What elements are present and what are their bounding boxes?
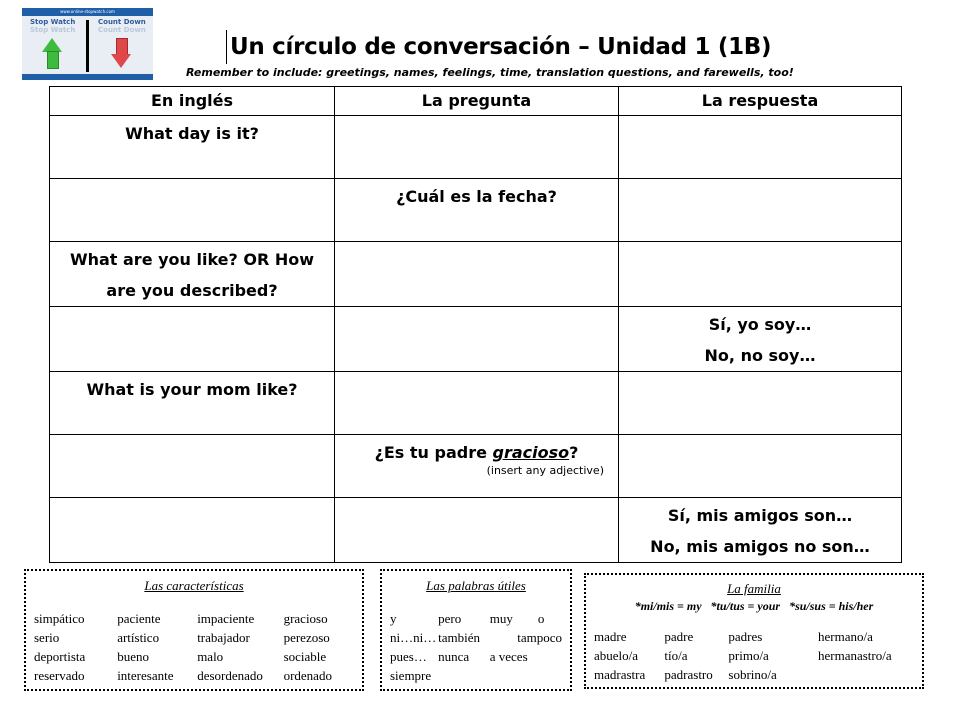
cell-respuesta[interactable]: Sí, yo soy… No, no soy… <box>619 307 902 372</box>
vocab-grid-palabras <box>390 609 562 685</box>
cell-pregunta[interactable]: ¿Es tu padre gracioso? (insert any adjective) <box>335 435 619 498</box>
vocab-row: serio artístico trabajador perezoso <box>34 629 330 645</box>
cell-respuesta[interactable] <box>619 116 902 179</box>
vocab-box-caracteristicas <box>24 569 364 691</box>
table-row <box>50 498 902 563</box>
vocab-row: pues… nunca a veces <box>390 648 528 664</box>
header-la-respuesta: La respuesta <box>619 87 902 116</box>
up-arrow-icon <box>42 38 62 52</box>
table-row <box>50 307 902 372</box>
cell-en[interactable]: What day is it? <box>50 116 335 179</box>
adjective-gracioso: gracioso <box>492 443 570 462</box>
table-row <box>50 242 902 307</box>
cell-en[interactable] <box>50 307 335 372</box>
conversation-table <box>49 86 902 563</box>
cell-pregunta[interactable] <box>335 372 619 435</box>
header-en-ingles: En inglés <box>50 87 335 116</box>
cell-en[interactable] <box>50 179 335 242</box>
stopwatch-logo: www.online-stopwatch.com Stop Watch Stop Watch Count Down Count Down <box>22 8 153 80</box>
logo-stopwatch-label: Stop Watch <box>30 18 76 26</box>
vocab-row: madrastra padrastro sobrino/a <box>594 666 777 682</box>
vocab-box-palabras <box>380 569 572 691</box>
cell-en[interactable] <box>50 435 335 498</box>
cell-en[interactable]: What is your mom like? <box>50 372 335 435</box>
vocab-title-palabras: Las palabras útiles <box>426 578 526 593</box>
table-row <box>50 372 902 435</box>
vocab-row: y pero muy o <box>390 610 545 626</box>
adjective-note: (insert any adjective) <box>486 464 604 477</box>
cell-en[interactable]: What are you like? OR How are you described? <box>50 242 335 307</box>
table-row <box>50 179 902 242</box>
cell-respuesta[interactable]: Sí, mis amigos son… No, mis amigos no son… <box>619 498 902 563</box>
vocab-row: abuelo/a tío/a primo/a hermanastro/a <box>594 647 892 663</box>
cell-respuesta[interactable] <box>619 242 902 307</box>
logo-countdown-label: Count Down <box>98 18 146 26</box>
page-title: Un círculo de conversación – Unidad 1 (1B) <box>226 30 771 64</box>
vocab-row: madre padre padres hermano/a <box>594 628 873 644</box>
cell-pregunta[interactable] <box>335 307 619 372</box>
vocab-row: siempre <box>390 667 432 683</box>
cell-pregunta[interactable]: ¿Cuál es la fecha? <box>335 179 619 242</box>
table-row <box>50 435 902 498</box>
cell-respuesta[interactable] <box>619 372 902 435</box>
cell-en[interactable] <box>50 498 335 563</box>
vocab-title-caracteristicas: Las características <box>144 578 244 593</box>
possessives-note: *mi/mis = my *tu/tus = your *su/sus = his/her <box>634 599 874 613</box>
down-arrow-icon <box>111 54 131 68</box>
header-la-pregunta: La pregunta <box>335 87 619 116</box>
vocab-grid-familia <box>594 627 914 684</box>
vocab-row: ni…ni… también tampoco <box>390 629 562 645</box>
vocab-title-familia: La familia <box>727 581 781 596</box>
vocab-box-familia <box>584 573 924 689</box>
logo-url: www.online-stopwatch.com <box>22 8 153 16</box>
table-header-row <box>50 87 902 116</box>
cell-pregunta[interactable] <box>335 116 619 179</box>
vocab-row: simpático paciente impaciente gracioso <box>34 610 328 626</box>
cell-pregunta[interactable] <box>335 242 619 307</box>
vocab-grid-caracteristicas <box>34 609 354 685</box>
page-subtitle: Remember to include: greetings, names, feelings, time, translation questions, and farewells, too! <box>186 66 794 79</box>
cell-respuesta[interactable] <box>619 435 902 498</box>
vocab-row: deportista bueno malo sociable <box>34 648 327 664</box>
table-row <box>50 116 902 179</box>
cell-pregunta[interactable] <box>335 498 619 563</box>
cell-respuesta[interactable] <box>619 179 902 242</box>
vocab-row: reservado interesante desordenado ordenado <box>34 667 332 683</box>
logo-divider <box>86 20 89 72</box>
up-arrow-stem <box>47 51 59 69</box>
